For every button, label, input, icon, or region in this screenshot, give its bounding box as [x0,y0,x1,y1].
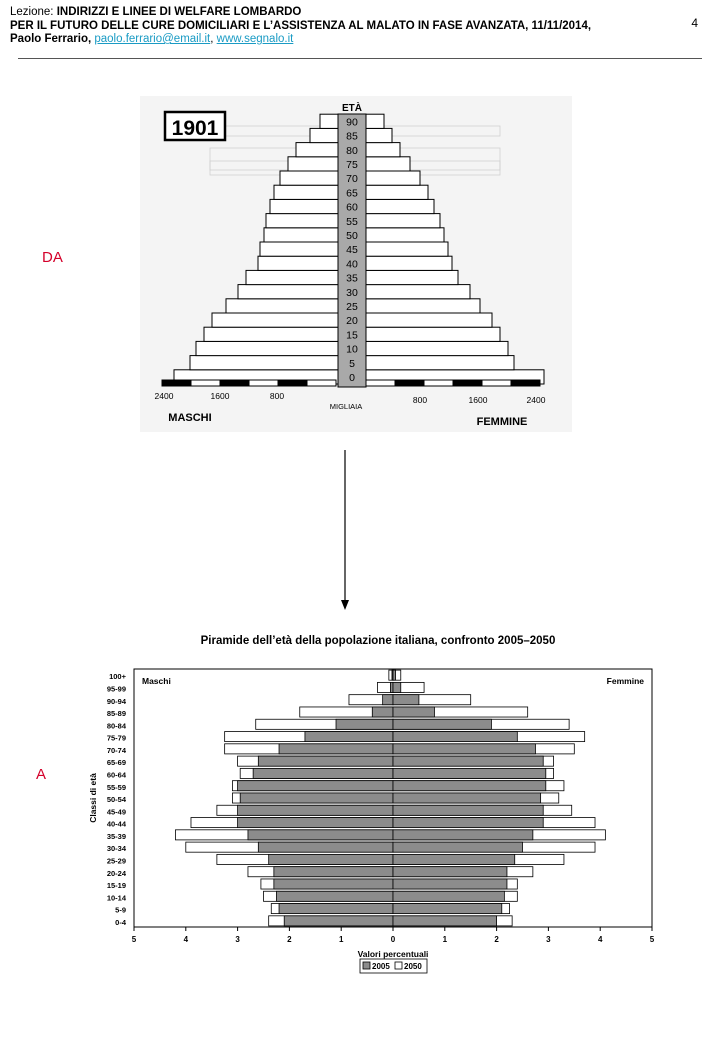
y-tick-60-64: 60-64 [106,770,126,780]
bar-2005-female-90-94 [393,695,419,705]
age-tick-90: 90 [346,116,358,129]
bar-2005-male-50-54 [240,793,393,803]
male-scale-segment [249,380,278,386]
lesson-title: INDIRIZZI E LINEE DI WELFARE LOMBARDO [56,6,302,18]
bar-2005-female-65-69 [393,756,543,766]
bar-2005-female-60-64 [393,768,546,778]
female-bar-65 [366,185,428,199]
website-link[interactable]: www.segnalo.it [216,33,294,45]
page-header [10,6,710,47]
bar-2005-female-0-4 [393,916,497,926]
x-axis-label: Valori percentuali [357,949,429,959]
bar-2005-male-15-19 [274,879,393,889]
bar-2005-female-25-29 [393,854,515,864]
male-side-label: MASCHI [168,412,212,424]
header-line-3 [10,33,710,47]
male-bar-70 [280,171,338,185]
bar-2005-female-20-24 [393,867,507,877]
female-bar-50 [366,228,444,242]
bar-2005-female-75-79 [393,732,517,742]
age-tick-50: 50 [346,230,358,242]
y-tick-95-99: 95-99 [106,684,126,694]
female-bar-90 [366,114,384,128]
age-tick-30: 30 [346,286,358,299]
unit-label: MIGLIAIA [329,402,363,411]
lesson-subtitle: PER IL FUTURO DELLE CURE DOMICILIARI E L’ASSISTENZA AL MALATO IN FASE AVANZATA, 11/11/2014, [10,19,592,32]
male-scale-segment [191,380,220,386]
female-side-label: FEMMINE [476,416,528,428]
email-link[interactable]: paolo.ferrario@email.it [94,33,211,45]
y-tick-25-29: 25-29 [106,856,126,866]
male-bar-80 [296,143,338,157]
page-number: 4 [691,16,698,30]
male-bar-25 [226,299,338,313]
bar-2005-female-80-84 [393,719,491,729]
male-bar-35 [246,270,338,284]
female-bar-45 [366,242,448,256]
legend-swatch-2050 [395,962,402,969]
legend-label-2050: 2050 [404,962,422,971]
age-tick-75: 75 [346,159,358,171]
bar-2005-male-75-79 [305,732,393,742]
female-bar-25 [366,299,480,313]
age-tick-10: 10 [346,343,358,356]
x-tick-label: 1 [338,935,344,944]
female-bar-85 [366,128,392,142]
bar-2005-male-40-44 [238,818,393,828]
y-tick-100+: 100+ [109,672,126,682]
y-tick-40-44: 40-44 [106,819,126,829]
bar-2005-male-45-49 [238,805,393,815]
y-tick-35-39: 35-39 [106,831,126,841]
age-tick-35: 35 [346,272,358,285]
y-tick-80-84: 80-84 [106,721,126,731]
link-separator: , [210,33,214,45]
author-name: Paolo Ferrario, [10,33,92,45]
bar-2005-male-70-74 [279,744,393,754]
age-tick-85: 85 [346,130,358,143]
female-scale-segment [453,380,482,386]
male-bar-30 [238,285,338,299]
y-tick-75-79: 75-79 [106,733,126,743]
x-tick-label: 4 [183,935,189,944]
male-bar-50 [264,228,338,242]
female-scale-segment [511,380,540,386]
female-bar-80 [366,143,400,157]
transition-arrow [338,450,352,612]
population-pyramid-1901 [140,96,572,432]
age-tick-60: 60 [346,201,358,214]
male-bar-15 [204,327,338,341]
bar-2005-female-85-89 [393,707,434,717]
y-tick-50-54: 50-54 [106,795,126,805]
male-bar-55 [266,214,338,228]
header-line-1 [10,6,710,20]
bar-2005-male-10-14 [276,891,393,901]
legend-swatch-2005 [363,962,370,969]
x-tick-label: 2 [494,935,499,944]
bar-2005-female-40-44 [393,818,543,828]
male-scale-tick: 2400 [154,391,174,401]
y-tick-70-74: 70-74 [106,745,126,755]
y-tick-90-94: 90-94 [106,696,126,706]
header-divider [18,58,702,59]
male-bar-85 [310,128,338,142]
male-bar-20 [212,313,338,327]
female-bar-70 [366,171,420,185]
bar-2005-female-70-74 [393,744,535,754]
male-scale-tick: 800 [269,391,285,401]
female-scale-segment [424,380,453,386]
male-bar-10 [196,341,338,355]
female-bar-40 [366,256,452,270]
bar-2005-male-35-39 [248,830,393,840]
female-bar-5 [366,356,514,370]
age-tick-80: 80 [346,144,358,157]
female-bar-75 [366,157,410,171]
age-tick-55: 55 [346,215,358,228]
male-bar-40 [258,256,338,270]
x-tick-label: 2 [287,935,292,944]
y-tick-45-49: 45-49 [106,807,126,817]
x-tick-label: 5 [649,935,655,944]
y-tick-30-34: 30-34 [106,844,126,854]
bar-2005-male-60-64 [253,768,393,778]
lesson-prefix: Lezione: [10,6,57,18]
legend-label-2005: 2005 [372,962,390,971]
x-tick-label: 0 [390,935,396,944]
female-scale-segment [395,380,424,386]
male-bar-75 [288,157,338,171]
bar-2005-female-55-59 [393,781,546,791]
bar-2005-male-55-59 [238,781,393,791]
x-tick-label: 4 [597,935,603,944]
y-tick-5-9: 5-9 [115,905,126,915]
x-tick-label: 5 [131,935,137,944]
right-side-label: Femmine [606,676,644,686]
male-bar-90 [320,114,338,128]
age-tick-65: 65 [346,187,358,200]
x-tick-label: 1 [442,935,448,944]
y-axis-label: Classi di età [88,773,98,823]
bar-2005-female-95-99 [393,682,401,692]
bar-2005-male-20-24 [274,867,393,877]
female-bar-10 [366,341,508,355]
x-tick-label: 3 [235,935,240,944]
arrow-head-icon [341,600,349,610]
y-tick-65-69: 65-69 [106,758,126,768]
bar-2005-male-25-29 [269,854,393,864]
age-tick-40: 40 [346,258,358,271]
age-tick-45: 45 [346,244,358,257]
bar-2005-male-80-84 [336,719,393,729]
male-bar-65 [274,185,338,199]
bar-2005-male-65-69 [258,756,393,766]
x-tick-label: 3 [546,935,551,944]
bar-2005-male-85-89 [372,707,393,717]
bar-2005-female-15-19 [393,879,507,889]
male-scale-segment [278,380,307,386]
age-tick-0: 0 [349,372,355,384]
female-scale-tick: 800 [412,395,428,405]
bar-2005-female-30-34 [393,842,523,852]
y-tick-0-4: 0-4 [115,917,126,927]
female-bar-55 [366,214,440,228]
year-label: 1901 [171,117,219,140]
chart-title: Piramide dell’età della popolazione italiana, confronto 2005–2050 [200,635,556,647]
bar-2005-male-90-94 [383,695,393,705]
female-bar-35 [366,270,458,284]
bar-2005-female-100+ [393,670,396,680]
male-scale-segment [220,380,249,386]
female-bar-20 [366,313,492,327]
bar-2005-female-35-39 [393,830,533,840]
bar-2005-female-50-54 [393,793,541,803]
bar-2005-male-0-4 [284,916,393,926]
to-label: A [36,766,47,783]
y-tick-15-19: 15-19 [106,881,126,891]
age-tick-25: 25 [346,301,358,313]
female-scale-segment [482,380,511,386]
bar-2005-female-10-14 [393,891,504,901]
male-bar-60 [270,199,338,213]
bar-2005-male-5-9 [279,904,393,914]
age-tick-5: 5 [349,357,355,370]
male-bar-5 [190,356,338,370]
female-bar-15 [366,327,500,341]
y-tick-85-89: 85-89 [106,709,126,719]
from-label: DA [42,249,63,266]
male-scale-tick: 1600 [210,391,230,401]
y-tick-20-24: 20-24 [106,868,126,878]
age-tick-15: 15 [346,329,358,342]
bar-2005-male-30-34 [258,842,393,852]
population-pyramid-2005-2050 [80,628,680,988]
male-bar-45 [260,242,338,256]
bar-2005-female-45-49 [393,805,543,815]
male-scale-segment [307,380,336,386]
age-axis-title: ETÀ [342,103,362,114]
y-tick-55-59: 55-59 [106,782,126,792]
female-scale-tick: 1600 [468,395,488,405]
female-bar-60 [366,199,434,213]
bar-2005-female-5-9 [393,904,502,914]
age-tick-70: 70 [346,173,358,186]
age-tick-20: 20 [346,315,358,328]
left-side-label: Maschi [142,676,171,686]
female-bar-30 [366,285,470,299]
male-scale-segment [162,380,191,386]
female-scale-tick: 2400 [526,395,546,405]
female-scale-segment [366,380,395,386]
y-tick-10-14: 10-14 [106,893,126,903]
